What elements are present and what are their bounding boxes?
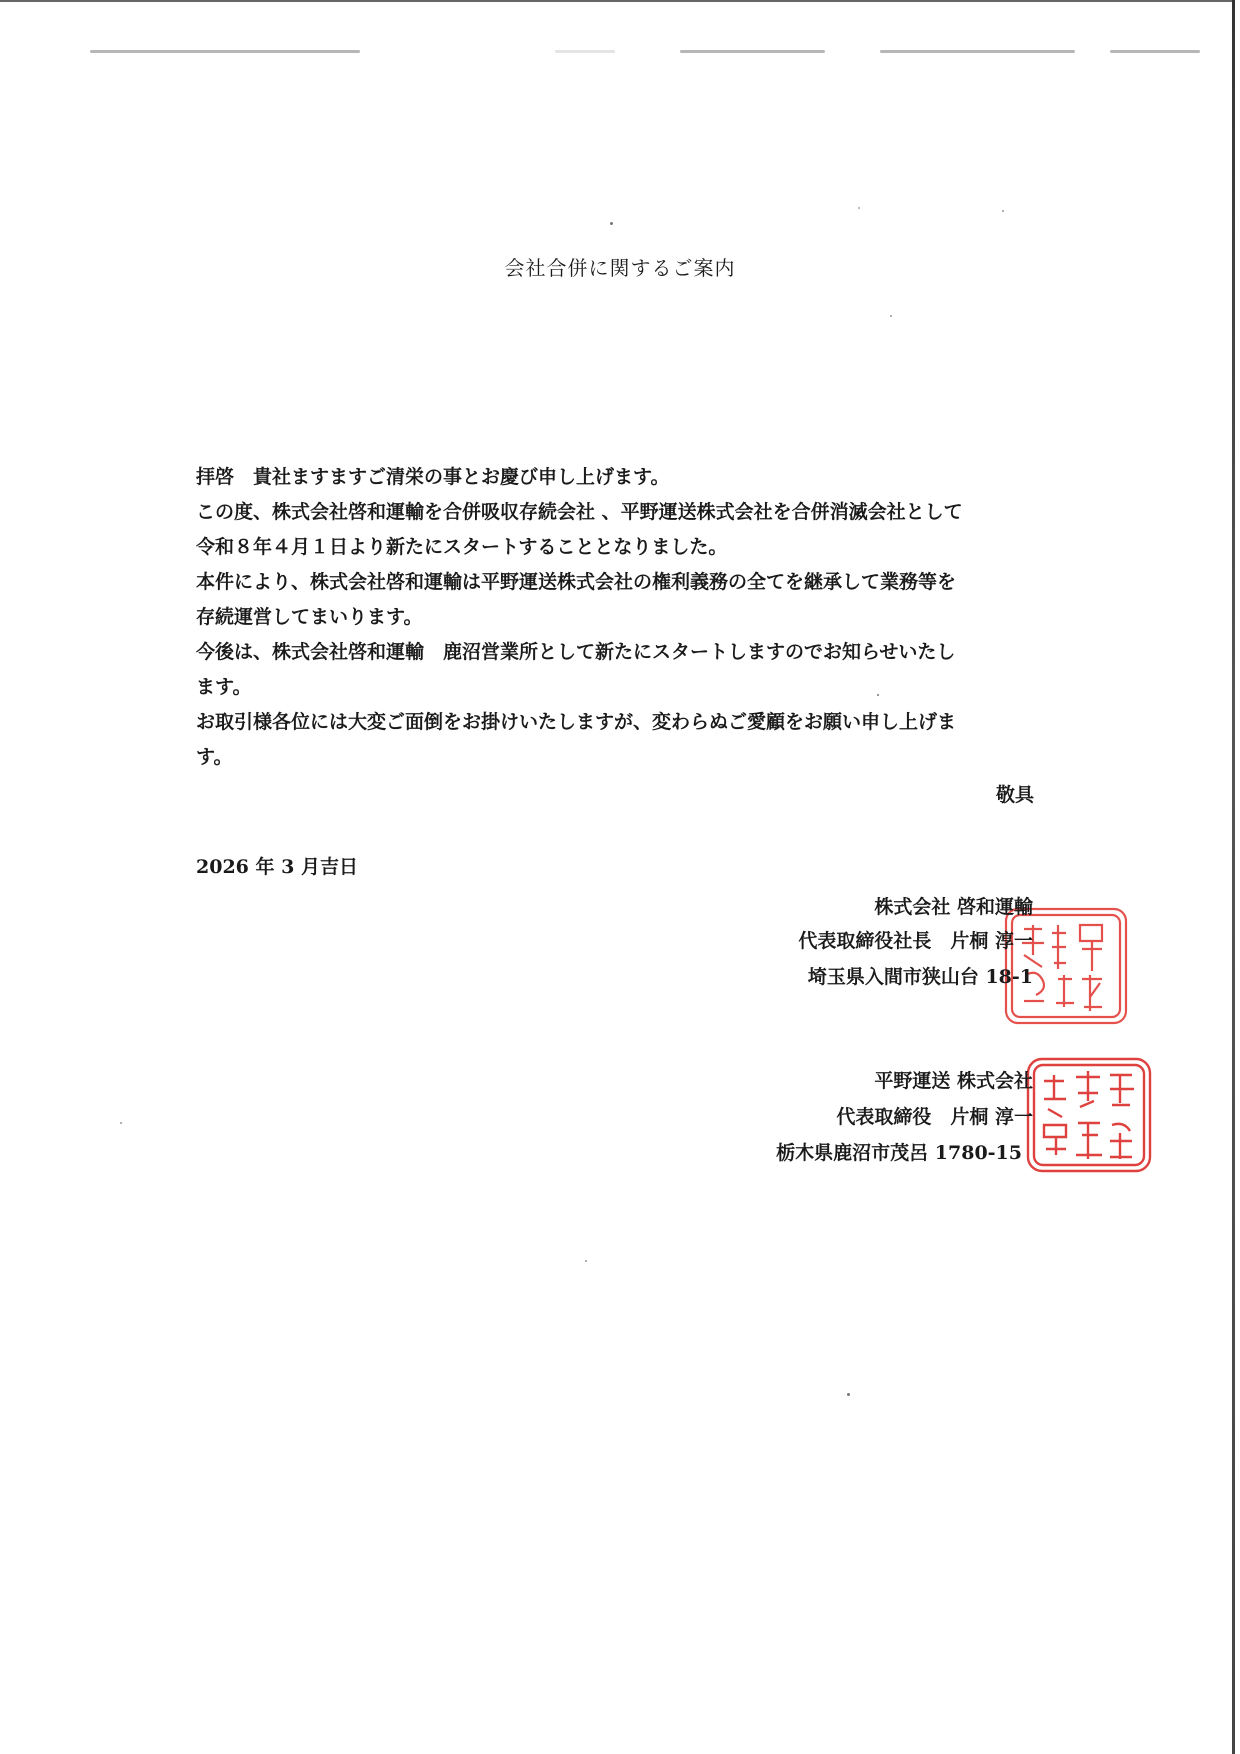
scan-line (1110, 50, 1200, 53)
document-title: 会社合併に関するご案内 (504, 256, 736, 280)
scan-line (90, 50, 360, 53)
scan-line (680, 50, 825, 53)
body-line: 今後は、株式会社啓和運輸 鹿沼営業所として新たにスタートしますのでお知らせいたし (196, 641, 956, 663)
letter-body (196, 460, 1034, 775)
scan-speck (847, 1393, 850, 1396)
seal-ink (1028, 1059, 1150, 1171)
signatory-1-company: 株式会社 啓和運輸 (874, 896, 1033, 918)
scan-line (880, 50, 1075, 53)
scan-speck (120, 1122, 122, 1124)
body-line: す。 (196, 746, 233, 768)
body-line: 存続運営してまいります。 (196, 606, 423, 628)
scan-speck (1002, 210, 1004, 212)
body-line: お取引様各位には大変ご面倒をお掛けいたしますが、変わらぬご愛顧をお願い申し上げま (196, 711, 957, 733)
scan-speck (890, 315, 892, 317)
scan-edge-top (0, 0, 1235, 2)
signatory-1-address: 埼玉県入間市狭山台 18-1 (807, 966, 1033, 988)
scan-speck (585, 1260, 587, 1262)
closing-keigu: 敬具 (995, 784, 1034, 806)
company-seal-stamp (1022, 1053, 1156, 1177)
letter-date: 2026 年 3 月吉日 (196, 856, 358, 878)
signatory-2-representative: 代表取締役 片桐 淳一 (836, 1106, 1033, 1128)
signatory-2-address: 栃木県鹿沼市茂呂 1780-15 (776, 1142, 1022, 1164)
body-line: この度、株式会社啓和運輸を合併吸収存続会社 、平野運送株式会社を合併消滅会社として (196, 501, 963, 523)
signatory-2-company: 平野運送 株式会社 (874, 1070, 1033, 1092)
signatory-1-representative: 代表取締役社長 片桐 淳一 (798, 930, 1033, 952)
scan-speck (610, 222, 613, 225)
scan-speck (858, 207, 860, 209)
scan-line (555, 50, 615, 53)
body-line: 拝啓 貴社ますますご清栄の事とお慶び申し上げます。 (196, 466, 670, 488)
body-line: 令和８年４月１日より新たにスタートすることとなりました。 (196, 536, 728, 558)
body-line: ます。 (196, 676, 252, 698)
body-line: 本件により、株式会社啓和運輸は平野運送株式会社の権利義務の全てを継承して業務等を (196, 571, 957, 593)
